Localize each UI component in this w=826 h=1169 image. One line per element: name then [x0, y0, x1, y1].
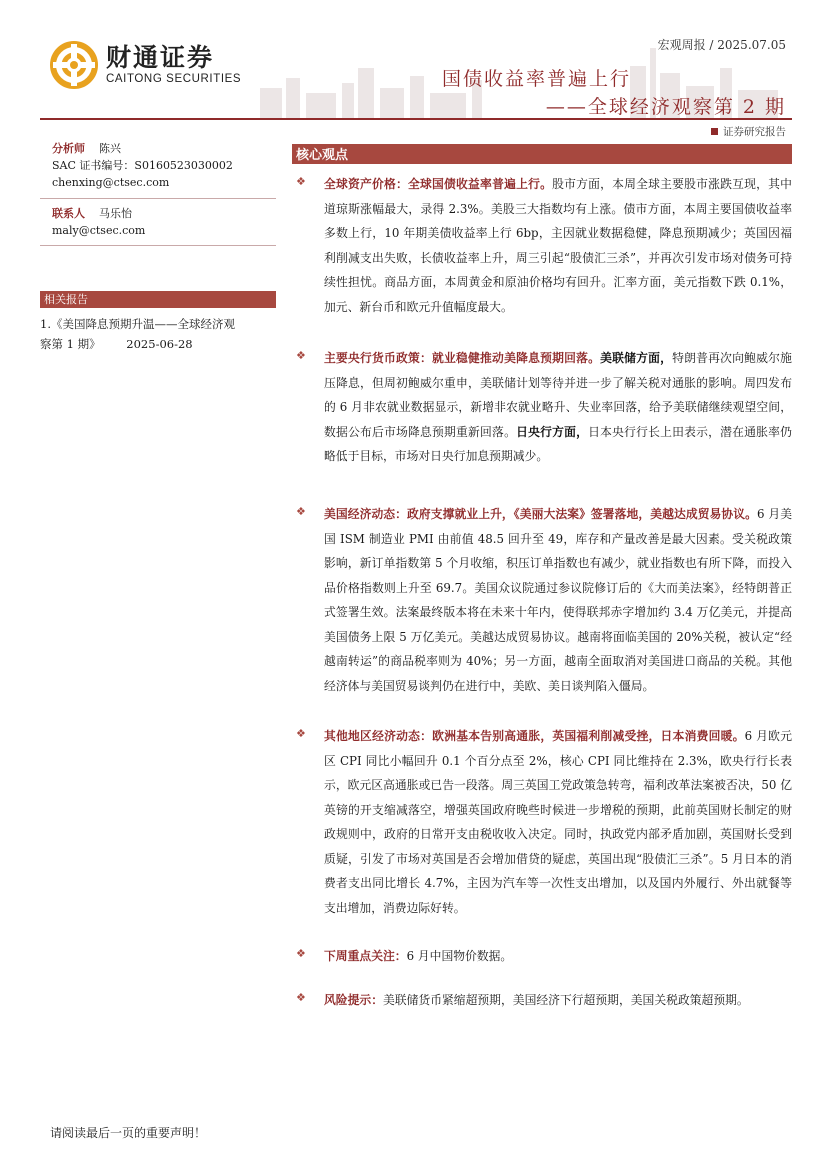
company-logo: [50, 40, 250, 90]
contact-divider: [40, 245, 276, 246]
core-item-global-assets: [296, 172, 792, 319]
related-reports-heading: 相关报告: [40, 291, 276, 308]
header-divider: [40, 118, 792, 120]
core-item-body: 日本央行行长上田表示，潜在通胀率仍略低于目标，市场对日央行加息预期减少。: [324, 424, 792, 463]
core-item-body: 6 月欧元区 CPI 同比小幅回升 0.1 个百分点至 2%，核心 CPI 同比维持在 2.3%，欧央行行长表示，欧元区高通胀或已告一段落。周三英国工党政策急转弯，福利改革法案被否决，50 亿英镑的开支缩减落空，增强英国政府晚些时候进一步增税的预期，此前英国财长制定的财政规则中，政府的日常开支由税收收入决定。同时，执政党内部矛盾加剧，英国财长受到质疑，引发了市场对英国是否会增加借贷的疑虑，英国出现“股债汇三杀”。5 月日本的消费者支出同比增长 4.7%，主因为汽车等一次性支出增加，以及国内外履行、外出就餐等支出增加，消费边际好转。: [324, 729, 792, 915]
core-item-title: 美国经济动态：政府支撑就业上升，《美丽大法案》签署落地，美越达成贸易协议。: [324, 507, 758, 521]
analyst-info: [52, 140, 282, 239]
logo-english-name: CAITONG SECURITIES: [106, 73, 242, 85]
related-report-line1: 1.《美国降息预期升温——全球经济观: [40, 317, 235, 331]
related-report-line2: 察第 1 期》: [40, 337, 101, 351]
diamond-bullet-icon: ❖: [296, 947, 306, 960]
core-item-title: 主要央行货币政策：就业稳健推动美降息预期回落。: [324, 351, 601, 365]
core-item-paragraph: [324, 724, 792, 920]
contact-email: maly@ctsec.com: [52, 224, 146, 237]
core-item-body: 股市方面，本周全球主要股市涨跌互现，其中道琼斯涨幅最大，录得 2.3%。美股三大指数均有上涨。债市方面，本周主要国债收益率多数上行，10 年期美债收益率上行 6bp，主因就业数据稳健，降息预期减少；英国因福利削减支出失败，长债收益率上升，周三引起“股债汇三杀”，并再次引发市场对债务可持续性担忧。商品方面，本周黄金和原油价格均有回升。汇率方面，美元指数下跌 0.1%，加元、新台币和欧元升值幅度最大。: [324, 177, 792, 314]
diamond-bullet-icon: ❖: [296, 349, 306, 362]
core-item-body: 6 月中国物价数据。: [406, 949, 513, 963]
analyst-divider: [40, 198, 276, 199]
core-item-title: 风险提示：: [324, 993, 383, 1007]
core-item-subheading: 日央行方面，: [516, 424, 589, 439]
diamond-bullet-icon: ❖: [296, 175, 306, 188]
core-item-monetary-policy: [296, 346, 792, 469]
logo-chinese-name: 财通证券: [106, 43, 215, 72]
core-item-next-week: [296, 944, 792, 969]
core-item-title: 全球资产价格：全球国债收益率普遍上行。: [324, 177, 553, 191]
related-report-item: [40, 314, 280, 354]
report-label: [711, 124, 786, 139]
diamond-bullet-icon: ❖: [296, 727, 306, 740]
logo-mark-icon: [50, 41, 98, 89]
core-item-body: 特朗普再次向鲍威尔施压降息，但周初鲍威尔重申，美联储计划等待并进一步了解关税对通胀的影响。周四发布的 6 月非农就业数据显示，新增非农就业略升、失业率回落，给予美联储继续观望空间，数据公布后市场降息预期重新回落。: [324, 351, 792, 439]
core-item-body: 6 月美国 ISM 制造业 PMI 由前值 48.5 回升至 49，库存和产量改善是最大因素。受关税政策影响，新订单指数第 5 个月收缩，积压订单指数也有减少，就业指数也有所下降，而投入品价格指数则上升至 69.7。美国众议院通过参议院修订后的《大而美法案》，经特朗普正式签署生效。法案最终版本将在未来十年内，使得联邦赤字增加约 3.4 万亿美元，并提高美国债务上限 5 万亿美元。美越达成贸易协议。越南将面临美国的 20%关税，被认定“经越南转运”的商品税率则为 40%；另一方面，越南全面取消对美国进口商品的关税。其他经济体与美国贸易谈判仍在进行中，美欧、美日谈判陷入僵局。: [324, 507, 792, 693]
core-item-risk-warning: [296, 988, 792, 1013]
contact-name: 马乐怡: [99, 207, 132, 220]
contact-key: 联系人: [52, 207, 85, 220]
core-views-heading-text: 核心观点: [296, 148, 349, 163]
core-item-paragraph: [324, 502, 792, 698]
footer-disclaimer: 请阅读最后一页的重要声明！: [50, 1126, 207, 1140]
core-item-paragraph: [324, 988, 792, 1013]
square-bullet-icon: [711, 128, 718, 135]
sac-number: S0160523030002: [134, 159, 233, 172]
core-item-us-economy: [296, 502, 792, 698]
core-item-title: 下周重点关注：: [324, 949, 407, 963]
diamond-bullet-icon: ❖: [296, 505, 306, 518]
related-report-date: 2025-06-28: [126, 337, 193, 351]
core-item-body: 美联储货币紧缩超预期，美国经济下行超预期，美国关税政策超预期。: [383, 993, 749, 1007]
diamond-bullet-icon: ❖: [296, 991, 306, 1004]
core-item-subheading: 美联储方面，: [600, 351, 673, 365]
core-item-paragraph: [324, 944, 792, 969]
report-label-text: 证券研究报告: [723, 126, 786, 138]
report-subtitle: ——全球经济观察第 2 期: [545, 96, 786, 118]
core-item-title: 其他地区经济动态：欧洲基本告别高通胀，英国福利削减受挫，日本消费回暖。: [324, 729, 745, 743]
core-item-paragraph: [324, 346, 792, 469]
core-item-other-regions: [296, 724, 792, 920]
core-views-heading: [292, 144, 792, 164]
analyst-email: chenxing@ctsec.com: [52, 176, 170, 189]
report-type-date: 宏观周报 / 2025.07.05: [657, 38, 786, 52]
report-title: 国债收益率普遍上行: [441, 68, 631, 90]
analyst-key: 分析师: [52, 142, 85, 155]
sac-label: SAC 证书编号：: [52, 159, 135, 172]
core-item-paragraph: [324, 172, 792, 319]
analyst-name: 陈兴: [99, 142, 121, 155]
